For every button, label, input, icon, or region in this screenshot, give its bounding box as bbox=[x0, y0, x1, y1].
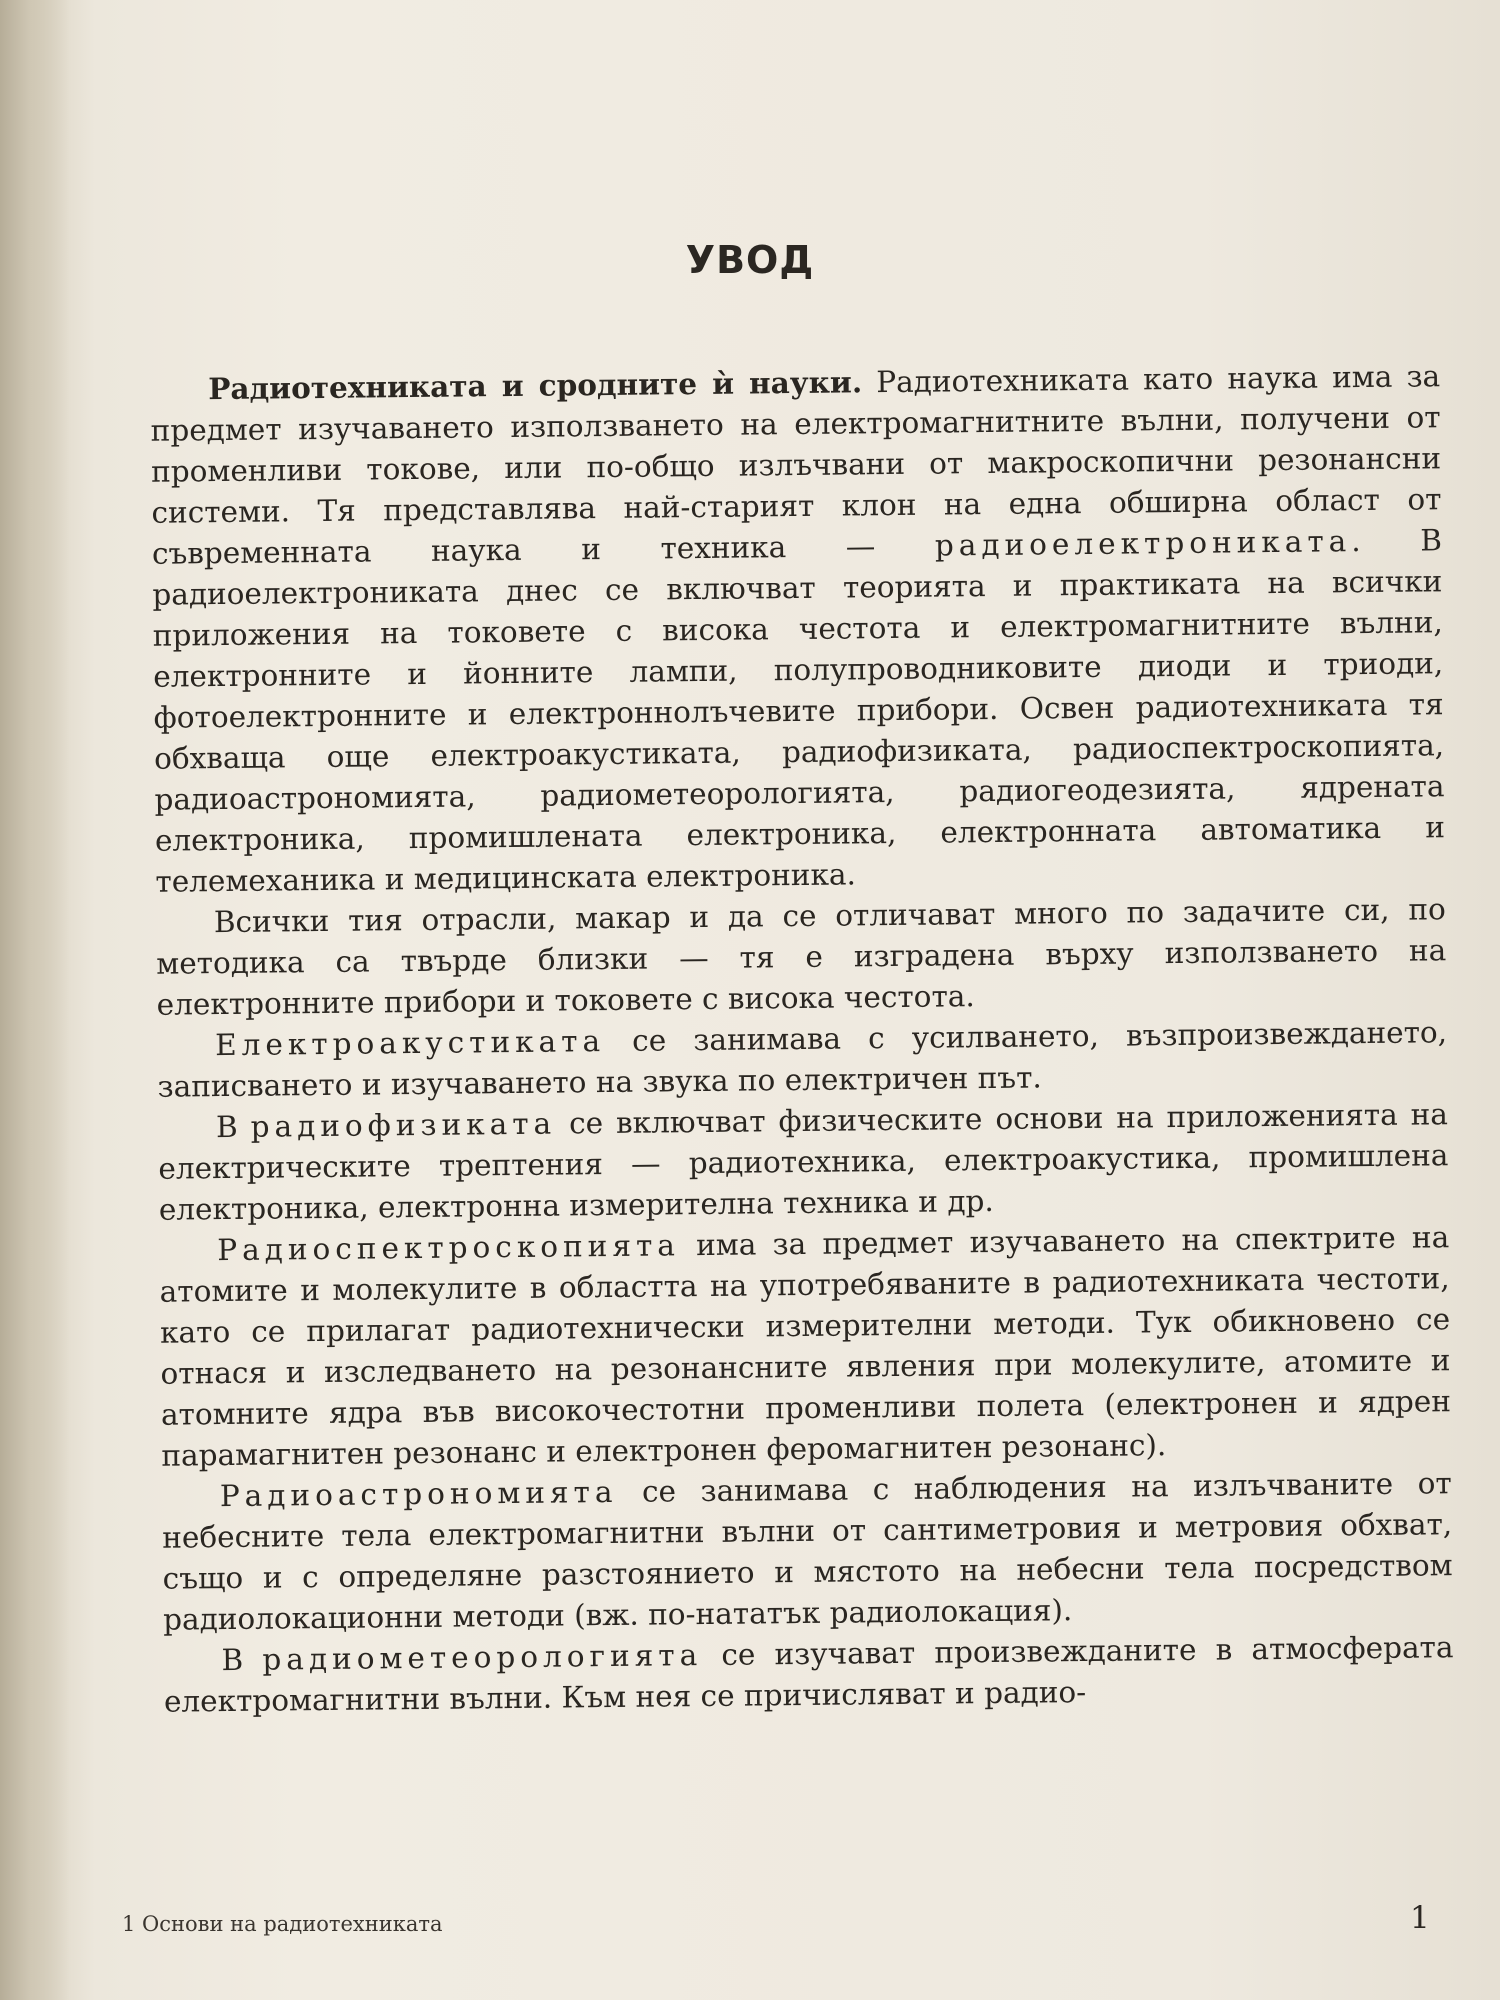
paragraph-text: има за предмет изучаването на спектрите на атомите и молекулите в областта на употребяваните в радиотехниката честоти, като се прилагат радиотехнически измерителни методи. Тук обикновено се отнася и изследването на резонансните явления при молекулите, атомите и атомните ядра във високочестотни променливи полета (електронен и ядрен парамагнитен резонанс и електронен феромагнитен резонанс). bbox=[159, 1220, 1452, 1473]
paragraph-5 bbox=[159, 1217, 1452, 1476]
footer-signature: 1 Основи на радиотехниката bbox=[122, 1912, 443, 1936]
paragraph-7 bbox=[163, 1627, 1454, 1723]
paragraph-2: Всички тия отрасли, макар и да се отличават много по задачите си, по методика са твърде близки — тя е изградена върху използването на електронните прибори и токовете с висока честота. bbox=[156, 892, 1447, 1022]
spaced-term: Електроакустиката bbox=[214, 1024, 606, 1063]
paragraph-1 bbox=[150, 355, 1446, 902]
paragraph-text: В bbox=[215, 1109, 251, 1145]
spaced-term: радиоелектрониката bbox=[934, 524, 1352, 563]
book-gutter-shadow bbox=[0, 0, 70, 2000]
paragraph-text: се включват физическите основи на приложенията на електрическите трептения — радиотехника, електроакустика, промишлена електроника, електронна измерителна техника и др. bbox=[158, 1097, 1449, 1227]
paragraph-4 bbox=[158, 1094, 1449, 1231]
spaced-term: Радиоастрономията bbox=[219, 1474, 618, 1514]
page-number: 1 bbox=[1410, 1900, 1430, 1936]
page-body bbox=[150, 355, 1454, 1722]
paragraph-text: се изучават произвежданите в атмосферата електромагнитни вълни. Към нея се причисляват и радио- bbox=[163, 1630, 1454, 1719]
paragraph-text: се занимава с усилването, възпроизвеждането, записването и изучаването на звука по електричен път. bbox=[157, 1015, 1448, 1104]
paragraph-text: Радиотехниката като наука има за предмет изучаването използването на електромагнитните вълни, получени от променливи токове, или по-общо излъчвани от макроскопични резонансни системи. Тя представлява най-старият клон на една обширна област от съвременната наука и техника — bbox=[150, 359, 1442, 571]
spaced-term: Радиоспектроскопията bbox=[217, 1228, 681, 1268]
section-lead: Радиотехниката и сродните ѝ науки. bbox=[208, 364, 863, 407]
paragraph-text: В bbox=[221, 1642, 263, 1678]
paragraph-text: се занимава с наблюдения на излъчваните от небесните тела електромагнитни вълни от сантиметровия и метровия обхват, също и с определяне разстоянието и мястото на небесни тела посредством радиолокационни методи (вж. по-нататък радиолокация). bbox=[162, 1466, 1453, 1637]
paragraph-6 bbox=[162, 1463, 1454, 1640]
spaced-term: радиофизиката bbox=[250, 1106, 557, 1144]
paragraph-3 bbox=[157, 1012, 1448, 1108]
chapter-title: УВОД bbox=[685, 238, 815, 282]
spaced-term: радиометеорологията bbox=[262, 1638, 703, 1677]
paragraph-text: . В радиоелектрониката днес се включват теорията и практиката на всички приложения на токовете с висока честота и електромагнитните вълни, електронните и йонните лампи, полупроводниковите диоди и триоди, фотоелектронните и електроннолъчевите прибори. Освен радиотехниката тя обхваща още електроакустиката, радиофизиката, радиоспектроскопията, радиоастрономията, радиометеорологията, радиогеодезията, ядрената електроника, промишлената електроника, електронната автоматика и телемеханика и медицинската електроника. bbox=[152, 523, 1446, 899]
